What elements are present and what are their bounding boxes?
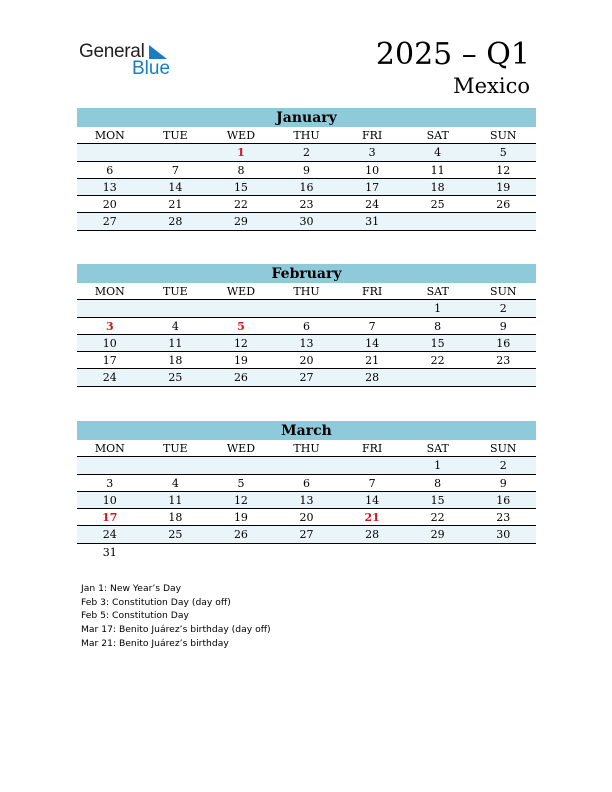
empty-day-cell bbox=[339, 457, 405, 473]
day-cell: 7 bbox=[171, 163, 179, 177]
weekday-label: TUE bbox=[163, 285, 188, 298]
day-cell: 15 bbox=[430, 493, 445, 507]
empty-day-cell bbox=[339, 300, 405, 316]
week-row bbox=[77, 475, 536, 492]
day-cell: 18 bbox=[430, 180, 445, 194]
logo-word-blue: Blue bbox=[132, 58, 171, 79]
day-cell: 14 bbox=[365, 336, 380, 350]
holiday-notes bbox=[81, 582, 271, 651]
day-cell: 6 bbox=[303, 476, 311, 490]
month-header: March bbox=[77, 421, 536, 440]
empty-day-cell bbox=[470, 213, 536, 229]
empty-day-cell bbox=[77, 300, 143, 316]
week-row bbox=[77, 144, 536, 161]
week-row bbox=[77, 369, 536, 386]
page-title: 2025 – Q1 bbox=[375, 37, 530, 72]
day-cell: 23 bbox=[496, 354, 511, 368]
week-row bbox=[77, 196, 536, 213]
logo bbox=[79, 41, 179, 81]
day-cell: 20 bbox=[299, 354, 314, 368]
empty-day-cell bbox=[274, 544, 340, 561]
day-cell: 19 bbox=[233, 511, 248, 525]
day-cell: 2 bbox=[499, 459, 507, 473]
day-cell: 17 bbox=[102, 354, 117, 368]
week-row bbox=[77, 162, 536, 179]
day-cell: 6 bbox=[106, 163, 114, 177]
day-cell: 5 bbox=[237, 476, 245, 490]
day-cell: 7 bbox=[368, 319, 376, 333]
day-cell: 10 bbox=[102, 336, 117, 350]
weekday-label: SUN bbox=[490, 442, 517, 455]
weekday-label: THU bbox=[293, 129, 320, 142]
day-cell: 15 bbox=[233, 180, 248, 194]
empty-day-cell bbox=[208, 544, 274, 561]
week-row bbox=[77, 352, 536, 369]
day-cell: 27 bbox=[299, 371, 314, 385]
day-cell: 21 bbox=[365, 354, 380, 368]
weekday-label: FRI bbox=[361, 129, 383, 142]
weekday-label: SAT bbox=[426, 285, 449, 298]
weekday-header-row bbox=[77, 283, 536, 300]
weekday-label: SAT bbox=[426, 442, 449, 455]
week-row bbox=[77, 300, 536, 317]
empty-day-cell bbox=[208, 457, 274, 473]
day-cell: 13 bbox=[102, 180, 117, 194]
weekday-header-row bbox=[77, 127, 536, 144]
day-cell: 9 bbox=[303, 163, 311, 177]
day-cell: 27 bbox=[102, 215, 117, 229]
day-cell: 5 bbox=[237, 319, 245, 333]
day-cell: 10 bbox=[102, 493, 117, 507]
day-cell: 18 bbox=[168, 511, 183, 525]
day-cell: 22 bbox=[233, 198, 248, 212]
day-cell: 11 bbox=[430, 163, 445, 177]
weekday-label: THU bbox=[293, 285, 320, 298]
day-cell: 24 bbox=[365, 198, 380, 212]
day-cell: 28 bbox=[365, 371, 380, 385]
day-cell: 9 bbox=[499, 476, 507, 490]
weekday-label: SUN bbox=[490, 129, 517, 142]
day-cell: 29 bbox=[233, 215, 248, 229]
holiday-note: Feb 3: Constitution Day (day off) bbox=[81, 596, 231, 608]
country-name: Mexico bbox=[453, 74, 530, 98]
logo-triangle-icon bbox=[149, 45, 167, 59]
day-cell: 17 bbox=[365, 180, 380, 194]
day-cell: 31 bbox=[102, 545, 117, 559]
empty-day-cell bbox=[274, 457, 340, 473]
day-cell: 23 bbox=[299, 198, 314, 212]
empty-day-cell bbox=[339, 544, 405, 561]
logo-word-general: General bbox=[79, 41, 145, 62]
day-cell: 1 bbox=[434, 459, 442, 473]
day-cell: 22 bbox=[430, 354, 445, 368]
day-cell: 4 bbox=[171, 476, 179, 490]
empty-day-cell bbox=[405, 369, 471, 385]
day-cell: 15 bbox=[430, 336, 445, 350]
day-cell: 19 bbox=[496, 180, 511, 194]
week-row bbox=[77, 526, 536, 543]
day-cell: 3 bbox=[106, 476, 114, 490]
day-cell: 10 bbox=[365, 163, 380, 177]
day-cell: 3 bbox=[105, 319, 114, 333]
empty-day-cell bbox=[405, 213, 471, 229]
day-cell: 8 bbox=[434, 319, 442, 333]
day-cell: 13 bbox=[299, 336, 314, 350]
day-cell: 8 bbox=[434, 476, 442, 490]
week-row bbox=[77, 335, 536, 352]
day-cell: 12 bbox=[233, 336, 248, 350]
empty-day-cell bbox=[143, 144, 209, 160]
day-cell: 23 bbox=[496, 511, 511, 525]
day-cell: 26 bbox=[233, 528, 248, 542]
holiday-note: Jan 1: New Year’s Day bbox=[81, 583, 182, 594]
day-cell: 20 bbox=[102, 198, 117, 212]
day-cell: 2 bbox=[303, 146, 311, 160]
holiday-note: Mar 21: Benito Juárez’s birthday bbox=[81, 637, 229, 649]
day-cell: 14 bbox=[365, 493, 380, 507]
day-cell: 11 bbox=[168, 336, 183, 350]
day-cell: 19 bbox=[233, 354, 248, 368]
day-cell: 25 bbox=[430, 198, 445, 212]
week-row bbox=[77, 457, 536, 474]
weekday-label: SAT bbox=[426, 129, 449, 142]
day-cell: 14 bbox=[168, 180, 183, 194]
day-cell: 25 bbox=[168, 371, 183, 385]
day-cell: 6 bbox=[303, 319, 311, 333]
day-cell: 1 bbox=[434, 302, 442, 316]
empty-day-cell bbox=[143, 544, 209, 561]
weekday-label: WED bbox=[226, 442, 256, 455]
day-cell: 25 bbox=[168, 528, 183, 542]
month-header: January bbox=[77, 108, 536, 127]
day-cell: 31 bbox=[365, 215, 380, 229]
day-cell: 30 bbox=[496, 528, 511, 542]
empty-day-cell bbox=[274, 300, 340, 316]
day-cell: 26 bbox=[233, 371, 248, 385]
weekday-label: MON bbox=[94, 129, 125, 142]
day-cell: 16 bbox=[496, 336, 511, 350]
day-cell: 24 bbox=[102, 371, 117, 385]
month-calendar-january bbox=[77, 108, 536, 231]
weekday-label: FRI bbox=[361, 285, 383, 298]
day-cell: 28 bbox=[168, 215, 183, 229]
day-cell: 17 bbox=[102, 511, 118, 525]
day-cell: 12 bbox=[233, 493, 248, 507]
day-cell: 30 bbox=[299, 215, 314, 229]
empty-day-cell bbox=[208, 300, 274, 316]
empty-day-cell bbox=[143, 300, 209, 316]
week-row bbox=[77, 213, 536, 230]
day-cell: 2 bbox=[499, 302, 507, 316]
weekday-label: TUE bbox=[163, 129, 188, 142]
day-cell: 1 bbox=[237, 146, 245, 160]
weekday-label: MON bbox=[94, 442, 125, 455]
weekday-header-row bbox=[77, 440, 536, 457]
week-row bbox=[77, 492, 536, 509]
empty-day-cell bbox=[405, 544, 471, 561]
weekday-label: THU bbox=[293, 442, 320, 455]
month-header: February bbox=[77, 264, 536, 283]
weekday-label: WED bbox=[226, 129, 256, 142]
day-cell: 11 bbox=[168, 493, 183, 507]
month-calendar-february bbox=[77, 264, 536, 387]
week-row bbox=[77, 509, 536, 526]
weekday-label: FRI bbox=[361, 442, 383, 455]
holiday-note: Feb 5: Constitution Day bbox=[81, 610, 189, 622]
holiday-note: Mar 17: Benito Juárez’s birthday (day off) bbox=[81, 624, 271, 636]
day-cell: 4 bbox=[171, 319, 179, 333]
weekday-label: MON bbox=[94, 285, 125, 298]
empty-day-cell bbox=[77, 144, 143, 160]
month-calendar-march bbox=[77, 421, 536, 561]
day-cell: 9 bbox=[499, 319, 507, 333]
day-cell: 8 bbox=[237, 163, 245, 177]
week-row bbox=[77, 318, 536, 335]
day-cell: 20 bbox=[299, 511, 314, 525]
weekday-label: SUN bbox=[490, 285, 517, 298]
week-row bbox=[77, 179, 536, 196]
day-cell: 7 bbox=[368, 476, 376, 490]
empty-day-cell bbox=[470, 369, 536, 385]
day-cell: 5 bbox=[499, 146, 507, 160]
empty-day-cell bbox=[470, 544, 536, 561]
day-cell: 13 bbox=[299, 493, 314, 507]
day-cell: 24 bbox=[102, 528, 117, 542]
day-cell: 22 bbox=[430, 511, 445, 525]
day-cell: 16 bbox=[496, 493, 511, 507]
empty-day-cell bbox=[77, 457, 143, 473]
week-row bbox=[77, 544, 536, 561]
weekday-label: WED bbox=[226, 285, 256, 298]
day-cell: 28 bbox=[365, 528, 380, 542]
weekday-label: TUE bbox=[163, 442, 188, 455]
empty-day-cell bbox=[143, 457, 209, 473]
day-cell: 26 bbox=[496, 198, 511, 212]
day-cell: 12 bbox=[496, 163, 511, 177]
day-cell: 21 bbox=[168, 198, 183, 212]
day-cell: 18 bbox=[168, 354, 183, 368]
day-cell: 3 bbox=[368, 146, 376, 160]
day-cell: 29 bbox=[430, 528, 445, 542]
day-cell: 4 bbox=[434, 146, 442, 160]
day-cell: 21 bbox=[364, 511, 380, 525]
day-cell: 16 bbox=[299, 180, 314, 194]
day-cell: 27 bbox=[299, 528, 314, 542]
